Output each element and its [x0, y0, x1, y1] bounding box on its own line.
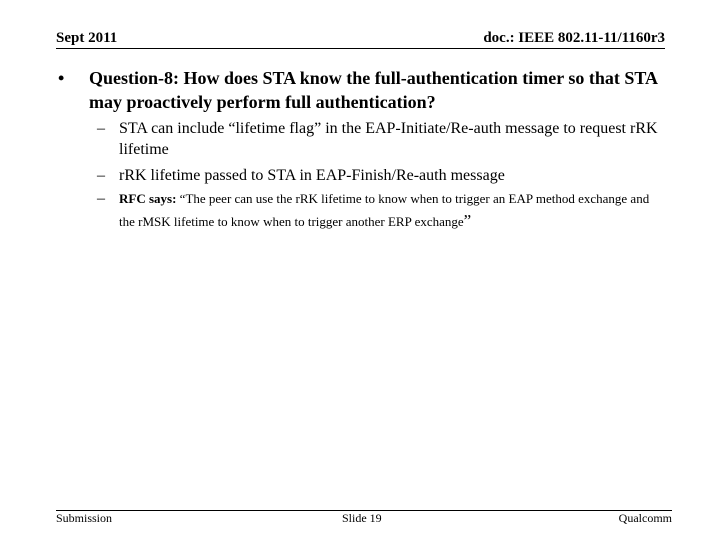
dash-marker: – — [97, 167, 105, 184]
sub-item-text: STA can include “lifetime flag” in the EAP-Initiate/Re-auth message to request rRK lifetime — [119, 120, 658, 158]
rfc-quote: “The peer can use the rRK lifetime to know when to trigger an EAP method exchange and the rMSK lifetime to know when to trigger another ERP exchange — [119, 191, 650, 229]
main-bullet-text: Question-8: How does STA know the full-authentication timer so that STA may proactively perform full authentication? — [89, 68, 658, 112]
header-doc-id: doc.: IEEE 802.11-11/1160r3 — [483, 30, 665, 46]
footer-slide-number: Slide 19 — [342, 511, 382, 525]
header-divider — [56, 48, 665, 49]
header-date: Sept 2011 — [56, 30, 118, 46]
rfc-quote-text — [119, 188, 659, 233]
sub-item-text: rRK lifetime passed to STA in EAP-Finish/Re-auth message — [119, 167, 505, 184]
footer-company: Qualcomm — [618, 511, 672, 525]
bullet-marker: • — [58, 68, 65, 88]
dash-marker: – — [97, 120, 105, 137]
rfc-close-quote: ” — [463, 211, 472, 230]
dash-marker: – — [97, 190, 105, 207]
rfc-label: RFC says: — [119, 191, 177, 206]
footer-submission: Submission — [56, 511, 113, 525]
